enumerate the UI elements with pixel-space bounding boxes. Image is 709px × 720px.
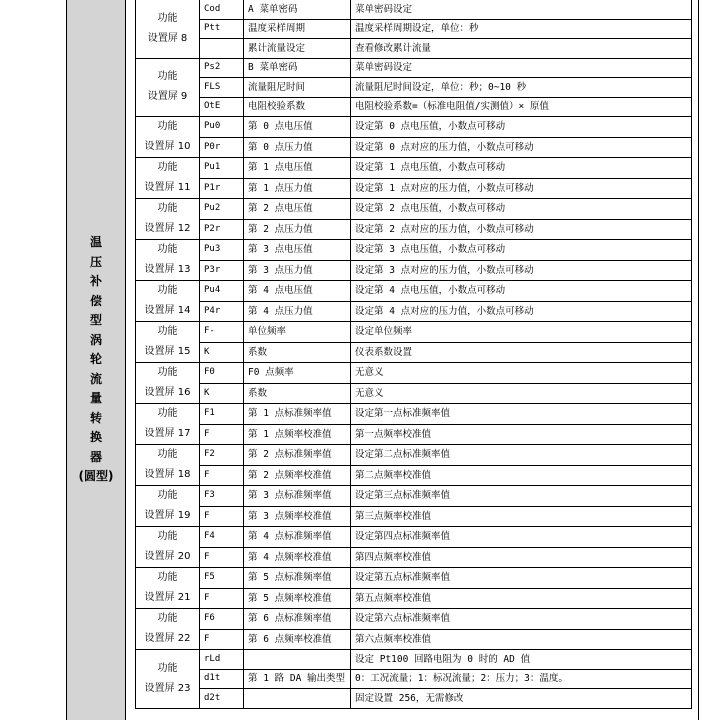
screen-label (136, 281, 200, 322)
cell-param: 第 3 点标准频率值 (244, 486, 351, 507)
table-row (136, 78, 692, 98)
screen-label (136, 240, 200, 281)
cell-desc: 无意义 (351, 363, 692, 384)
cell-code: F0 (200, 363, 244, 384)
screen-label-line: 功能 (157, 572, 178, 583)
cell-param: 第 5 点标准频率值 (244, 568, 351, 589)
side-label-char: 换 (89, 430, 102, 444)
cell-code: rLd (200, 650, 244, 670)
cell-code: Ps2 (200, 58, 244, 78)
cell-code: F4 (200, 527, 244, 548)
cell-desc: 设定第 3 点对应的压力值，小数点可移动 (351, 260, 692, 281)
side-label-char: 补 (89, 274, 102, 288)
cell-desc: 电阻校验系数=（标准电阻值/实测值）× 原值 (351, 97, 692, 117)
screen-label-line: 功能 (157, 326, 178, 337)
side-label-char: 压 (89, 254, 102, 269)
screen-label-line: 设置屏 19 (144, 510, 191, 521)
table-row (136, 609, 692, 630)
screen-label (136, 58, 200, 117)
cell-desc: 设定第六点标准频率值 (351, 609, 692, 630)
screen-label-line: 功能 (157, 449, 178, 460)
screen-label-line: 功能 (157, 162, 178, 173)
cell-code: Pu1 (200, 158, 244, 179)
cell-param: 累计流量设定 (244, 39, 351, 59)
cell-desc: 0：工况流量；1：标况流量；2：压力；3：温度。 (351, 669, 692, 689)
screen-label-line: 功能 (157, 12, 178, 24)
cell-desc: 设定第四点标准频率值 (351, 527, 692, 548)
table-row (136, 58, 692, 78)
table-row (136, 486, 692, 507)
screen-label (136, 404, 200, 445)
cell-param: 第 0 点电压值 (244, 117, 351, 138)
cell-desc: 温度采样周期设定，单位：秒 (351, 19, 692, 39)
cell-param: 第 1 点标准频率值 (244, 404, 351, 425)
cell-param: 电阻校验系数 (244, 97, 351, 117)
screen-label-line: 设置屏 18 (144, 469, 191, 480)
cell-code: P3r (200, 260, 244, 281)
cell-code: OtE (200, 97, 244, 117)
cell-code: F3 (200, 486, 244, 507)
cell-param: F0 点频率 (244, 363, 351, 384)
screen-label-line: 功能 (157, 613, 178, 624)
table-row (136, 322, 692, 343)
table-row (136, 506, 692, 527)
cell-param: 第 5 点频率校准值 (244, 588, 351, 609)
cell-code: F (200, 424, 244, 445)
cell-desc: 设定第 2 点电压值，小数点可移动 (351, 199, 692, 220)
cell-desc: 查看修改累计流量 (351, 39, 692, 59)
cell-param: 温度采样周期 (244, 19, 351, 39)
cell-desc: 第三点频率校准值 (351, 506, 692, 527)
cell-desc: 设定第五点标准频率值 (351, 568, 692, 589)
table-row (136, 445, 692, 466)
screen-label-line: 功能 (157, 121, 178, 132)
cell-param: 第 3 点频率校准值 (244, 506, 351, 527)
cell-param: B 菜单密码 (244, 58, 351, 78)
cell-desc: 菜单密码设定 (351, 0, 692, 19)
table-row (136, 281, 692, 302)
cell-code: P0r (200, 137, 244, 158)
side-label-char: 器 (89, 449, 102, 464)
cell-code: Pu0 (200, 117, 244, 138)
screen-label-line: 功能 (157, 531, 178, 542)
side-label-char: 转 (89, 410, 102, 425)
cell-code: F (200, 588, 244, 609)
screen-label (136, 158, 200, 199)
screen-label-line: 功能 (157, 71, 178, 83)
cell-code: F (200, 629, 244, 650)
side-label-char: 型 (89, 313, 102, 327)
cell-param: 第 2 点压力值 (244, 219, 351, 240)
cell-param: 系数 (244, 383, 351, 404)
cell-code: P2r (200, 219, 244, 240)
cell-param: 第 2 点频率校准值 (244, 465, 351, 486)
cell-desc: 设定第三点标准频率值 (351, 486, 692, 507)
cell-desc: 设定第 2 点对应的压力值，小数点可移动 (351, 219, 692, 240)
screen-label-line: 设置屏 10 (144, 141, 191, 152)
cell-code: d1t (200, 669, 244, 689)
cell-code: F2 (200, 445, 244, 466)
screen-label (136, 568, 200, 609)
cell-code: Pu3 (200, 240, 244, 261)
cell-param (244, 650, 351, 670)
cell-param: 系数 (244, 342, 351, 363)
cell-code: F- (200, 322, 244, 343)
cell-param: 第 4 点频率校准值 (244, 547, 351, 568)
table-row (136, 363, 692, 384)
screen-label-line: 设置屏 23 (144, 682, 191, 694)
screen-label (136, 322, 200, 363)
screen-label (136, 0, 200, 58)
side-label-char: (圆型) (78, 469, 114, 483)
screen-label (136, 609, 200, 650)
cell-desc: 流量阻尼时间设定，单位：秒；0~10 秒 (351, 78, 692, 98)
cell-desc: 无意义 (351, 383, 692, 404)
table-row (136, 342, 692, 363)
cell-code: Pu4 (200, 281, 244, 302)
screen-label-line: 设置屏 14 (144, 305, 191, 316)
settings-table (135, 0, 692, 709)
cell-desc: 菜单密码设定 (351, 58, 692, 78)
cell-code: Pu2 (200, 199, 244, 220)
cell-code (200, 39, 244, 59)
screen-label (136, 363, 200, 404)
table-row (136, 158, 692, 179)
screen-label (136, 199, 200, 240)
cell-desc: 设定第一点标准频率值 (351, 404, 692, 425)
cell-desc: 第二点频率校准值 (351, 465, 692, 486)
cell-code: FLS (200, 78, 244, 98)
screen-label-line: 功能 (157, 285, 178, 296)
cell-desc: 设定第 4 点电压值，小数点可移动 (351, 281, 692, 302)
table-row (136, 383, 692, 404)
table-row (136, 301, 692, 322)
screen-label-line: 设置屏 11 (144, 182, 191, 193)
cell-param: 第 0 点压力值 (244, 137, 351, 158)
table-row (136, 19, 692, 39)
table-row (136, 465, 692, 486)
cell-code: K (200, 342, 244, 363)
cell-code: F6 (200, 609, 244, 630)
cell-param: 第 2 点标准频率值 (244, 445, 351, 466)
table-row (136, 527, 692, 548)
cell-desc: 第一点频率校准值 (351, 424, 692, 445)
cell-param: 第 4 点标准频率值 (244, 527, 351, 548)
table-row (136, 424, 692, 445)
cell-code: F (200, 506, 244, 527)
cell-desc: 设定单位频率 (351, 322, 692, 343)
cell-param: 第 3 点压力值 (244, 260, 351, 281)
table-row (136, 39, 692, 59)
screen-label (136, 117, 200, 158)
cell-param (244, 689, 351, 709)
table-row (136, 260, 692, 281)
cell-code: F5 (200, 568, 244, 589)
cell-param: 单位频率 (244, 322, 351, 343)
screen-label (136, 445, 200, 486)
cell-desc: 第五点频率校准值 (351, 588, 692, 609)
table-row (136, 404, 692, 425)
cell-code: P4r (200, 301, 244, 322)
cell-param: 第 4 点压力值 (244, 301, 351, 322)
cell-code: K (200, 383, 244, 404)
table-row (136, 137, 692, 158)
screen-label-line: 功能 (157, 203, 178, 214)
cell-param: A 菜单密码 (244, 0, 351, 19)
table-row (136, 669, 692, 689)
screen-label-line: 功能 (157, 662, 178, 674)
cell-code: F (200, 547, 244, 568)
screen-label-line: 设置屏 21 (144, 592, 191, 603)
product-side-label (67, 233, 125, 487)
cell-param: 第 1 点频率校准值 (244, 424, 351, 445)
side-label-char: 流 (89, 371, 102, 386)
cell-param: 第 2 点电压值 (244, 199, 351, 220)
screen-label-line: 功能 (157, 490, 178, 501)
table-row (136, 240, 692, 261)
cell-code: Ptt (200, 19, 244, 39)
screen-label-line: 设置屏 17 (144, 428, 191, 439)
side-label-char: 轮 (89, 352, 102, 366)
cell-param: 第 4 点电压值 (244, 281, 351, 302)
cell-code: Cod (200, 0, 244, 19)
cell-code: d2t (200, 689, 244, 709)
cell-desc: 设定第 0 点电压值，小数点可移动 (351, 117, 692, 138)
side-label-char: 温 (89, 235, 102, 249)
cell-param: 流量阻尼时间 (244, 78, 351, 98)
cell-code: F1 (200, 404, 244, 425)
screen-label-line: 功能 (157, 244, 178, 255)
screen-label-line: 设置屏 15 (144, 346, 191, 357)
table-row (136, 547, 692, 568)
screen-label-line: 设置屏 12 (144, 223, 191, 234)
screen-label-line: 设置屏 16 (144, 387, 191, 398)
side-label-char: 量 (89, 391, 102, 405)
table-row (136, 588, 692, 609)
screen-label-line: 功能 (157, 367, 178, 378)
cell-desc: 第四点频率校准值 (351, 547, 692, 568)
table-row (136, 689, 692, 709)
cell-desc: 设定第二点标准频率值 (351, 445, 692, 466)
side-label-char: 涡 (89, 332, 102, 347)
product-side-label-panel (66, 0, 126, 720)
table-row (136, 97, 692, 117)
table-row (136, 199, 692, 220)
screen-label-line: 功能 (157, 408, 178, 419)
cell-desc: 设定第 1 点电压值，小数点可移动 (351, 158, 692, 179)
table-row (136, 650, 692, 670)
cell-desc: 仪表系数设置 (351, 342, 692, 363)
screen-label-line: 设置屏 22 (144, 633, 191, 644)
screen-label-line: 设置屏 13 (144, 264, 191, 275)
table-row (136, 568, 692, 589)
screen-label (136, 527, 200, 568)
cell-code: P1r (200, 178, 244, 199)
cell-param: 第 1 点电压值 (244, 158, 351, 179)
cell-param: 第 3 点电压值 (244, 240, 351, 261)
cell-desc: 第六点频率校准值 (351, 629, 692, 650)
cell-desc: 设定第 0 点对应的压力值，小数点可移动 (351, 137, 692, 158)
cell-param: 第 1 点压力值 (244, 178, 351, 199)
screen-label-line: 设置屏 20 (144, 551, 191, 562)
screen-label-line: 设置屏 9 (147, 91, 188, 103)
cell-desc: 设定 Pt100 回路电阻为 0 时的 AD 值 (351, 650, 692, 670)
cell-param: 第 1 路 DA 输出类型 (244, 669, 351, 689)
cell-desc: 设定第 1 点对应的压力值，小数点可移动 (351, 178, 692, 199)
cell-desc: 设定第 3 点电压值，小数点可移动 (351, 240, 692, 261)
cell-desc: 设定第 4 点对应的压力值，小数点可移动 (351, 301, 692, 322)
screen-label (136, 486, 200, 527)
table-row (136, 178, 692, 199)
table-row (136, 0, 692, 19)
cell-param: 第 6 点频率校准值 (244, 629, 351, 650)
cell-code: F (200, 465, 244, 486)
table-row (136, 629, 692, 650)
table-row (136, 117, 692, 138)
side-label-char: 偿 (89, 293, 102, 308)
cell-param: 第 6 点标准频率值 (244, 609, 351, 630)
cell-desc: 固定设置 256，无需修改 (351, 689, 692, 709)
table-row (136, 219, 692, 240)
screen-label (136, 650, 200, 709)
screen-label-line: 设置屏 8 (147, 32, 188, 44)
